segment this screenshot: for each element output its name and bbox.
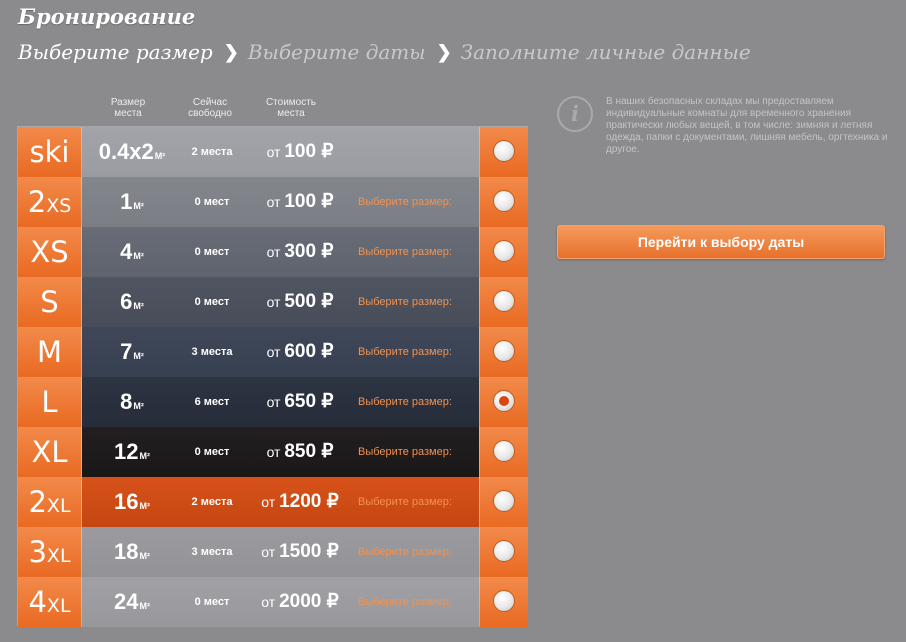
free-count: 0 мест [194, 596, 230, 608]
table-row[interactable] [18, 377, 527, 427]
info-icon: i [557, 96, 593, 132]
size-radio[interactable] [493, 190, 515, 212]
size-label: ski [18, 127, 82, 177]
row-hint: Выберите размер: [358, 446, 452, 458]
free-count: 2 места [191, 496, 233, 508]
table-row[interactable] [18, 577, 527, 627]
free-count: 0 мест [194, 296, 230, 308]
size-label: 2XS [18, 177, 82, 227]
booking-steps [18, 40, 751, 64]
page-title: Бронирование [18, 4, 196, 29]
area-value: 6М² [120, 289, 144, 314]
table-row[interactable] [18, 177, 527, 227]
area-value: 1М² [120, 189, 144, 214]
size-label: 3XL [18, 527, 82, 577]
price-value: от 1200 ₽ [261, 491, 339, 512]
size-radio[interactable] [493, 340, 515, 362]
table-row[interactable] [18, 477, 527, 527]
size-radio-cell[interactable] [479, 427, 528, 477]
row-hint: Выберите размер: [358, 346, 452, 358]
size-table [17, 126, 528, 626]
size-label: L [18, 377, 82, 427]
price-value: от 500 ₽ [266, 291, 334, 312]
price-value: от 100 ₽ [266, 191, 334, 212]
size-label: XS [18, 227, 82, 277]
price-value: от 100 ₽ [266, 141, 334, 162]
size-radio-cell[interactable] [479, 227, 528, 277]
size-radio-cell[interactable] [479, 177, 528, 227]
size-label: XL [18, 427, 82, 477]
price-value: от 1500 ₽ [261, 541, 339, 562]
size-radio-cell[interactable] [479, 577, 528, 627]
area-value: 24М² [114, 589, 150, 614]
area-value: 18М² [114, 539, 150, 564]
row-hint: Выберите размер: [358, 246, 452, 258]
table-row[interactable] [18, 277, 527, 327]
area-value: 16М² [114, 489, 150, 514]
size-radio[interactable] [493, 390, 515, 412]
price-value: от 850 ₽ [266, 441, 334, 462]
step-personal-data[interactable]: Заполните личные данные [460, 40, 751, 64]
row-hint: Выберите размер: [358, 396, 452, 408]
row-hint: Выберите размер: [358, 596, 452, 608]
size-radio[interactable] [493, 540, 515, 562]
free-count: 2 места [191, 146, 233, 158]
table-row[interactable] [18, 527, 527, 577]
go-to-dates-button[interactable]: Перейти к выбору даты [557, 225, 885, 259]
area-value: 12М² [114, 439, 150, 464]
area-value: 8М² [120, 389, 144, 414]
size-radio-cell[interactable] [479, 527, 528, 577]
size-label: 4XL [18, 577, 82, 627]
free-count: 0 мест [194, 196, 230, 208]
table-row[interactable] [18, 427, 527, 477]
free-count: 3 места [191, 346, 233, 358]
price-value: от 600 ₽ [266, 341, 334, 362]
free-count: 3 места [191, 546, 233, 558]
area-value: 0.4x2М² [98, 139, 166, 164]
free-count: 6 мест [194, 396, 230, 408]
row-hint: Выберите размер: [358, 296, 452, 308]
size-radio[interactable] [493, 290, 515, 312]
free-count: 0 мест [194, 446, 230, 458]
table-row[interactable] [18, 127, 527, 177]
size-radio-cell[interactable] [479, 327, 528, 377]
step-arrow-icon: ❯ [436, 41, 452, 63]
size-radio[interactable] [493, 140, 515, 162]
info-text: В наших безопасных складах мы предоставляем индивидуальные комнаты для временного хранения практически любых вещей, в том числе: зимняя и летняя одежда, папки с документами, лишняя мебель, оргтехника и другое. [606, 96, 888, 155]
column-header-size: Размер места [110, 97, 146, 119]
free-count: 0 мест [194, 246, 230, 258]
row-hint [358, 127, 478, 177]
size-radio-cell[interactable] [479, 477, 528, 527]
row-hint: Выберите размер: [358, 546, 452, 558]
size-radio[interactable] [493, 590, 515, 612]
size-radio[interactable] [493, 440, 515, 462]
table-row[interactable] [18, 227, 527, 277]
area-value: 7М² [120, 339, 144, 364]
price-value: от 300 ₽ [266, 241, 334, 262]
size-label: S [18, 277, 82, 327]
price-value: от 650 ₽ [266, 391, 334, 412]
step-choose-dates[interactable]: Выберите даты [247, 40, 426, 64]
row-hint: Выберите размер: [358, 496, 452, 508]
size-radio[interactable] [493, 240, 515, 262]
size-label: M [18, 327, 82, 377]
step-arrow-icon: ❯ [223, 41, 239, 63]
size-radio-cell[interactable] [479, 127, 528, 177]
price-value: от 2000 ₽ [261, 591, 339, 612]
step-choose-size[interactable]: Выберите размер [18, 40, 213, 64]
area-value: 4М² [120, 239, 144, 264]
row-hint: Выберите размер: [358, 196, 452, 208]
table-row[interactable] [18, 327, 527, 377]
size-radio-cell[interactable] [479, 277, 528, 327]
size-radio-cell[interactable] [479, 377, 528, 427]
size-radio[interactable] [493, 490, 515, 512]
column-header-free: Сейчас свободно [188, 97, 232, 119]
size-label: 2XL [18, 477, 82, 527]
column-header-price: Стоимость места [265, 97, 317, 119]
